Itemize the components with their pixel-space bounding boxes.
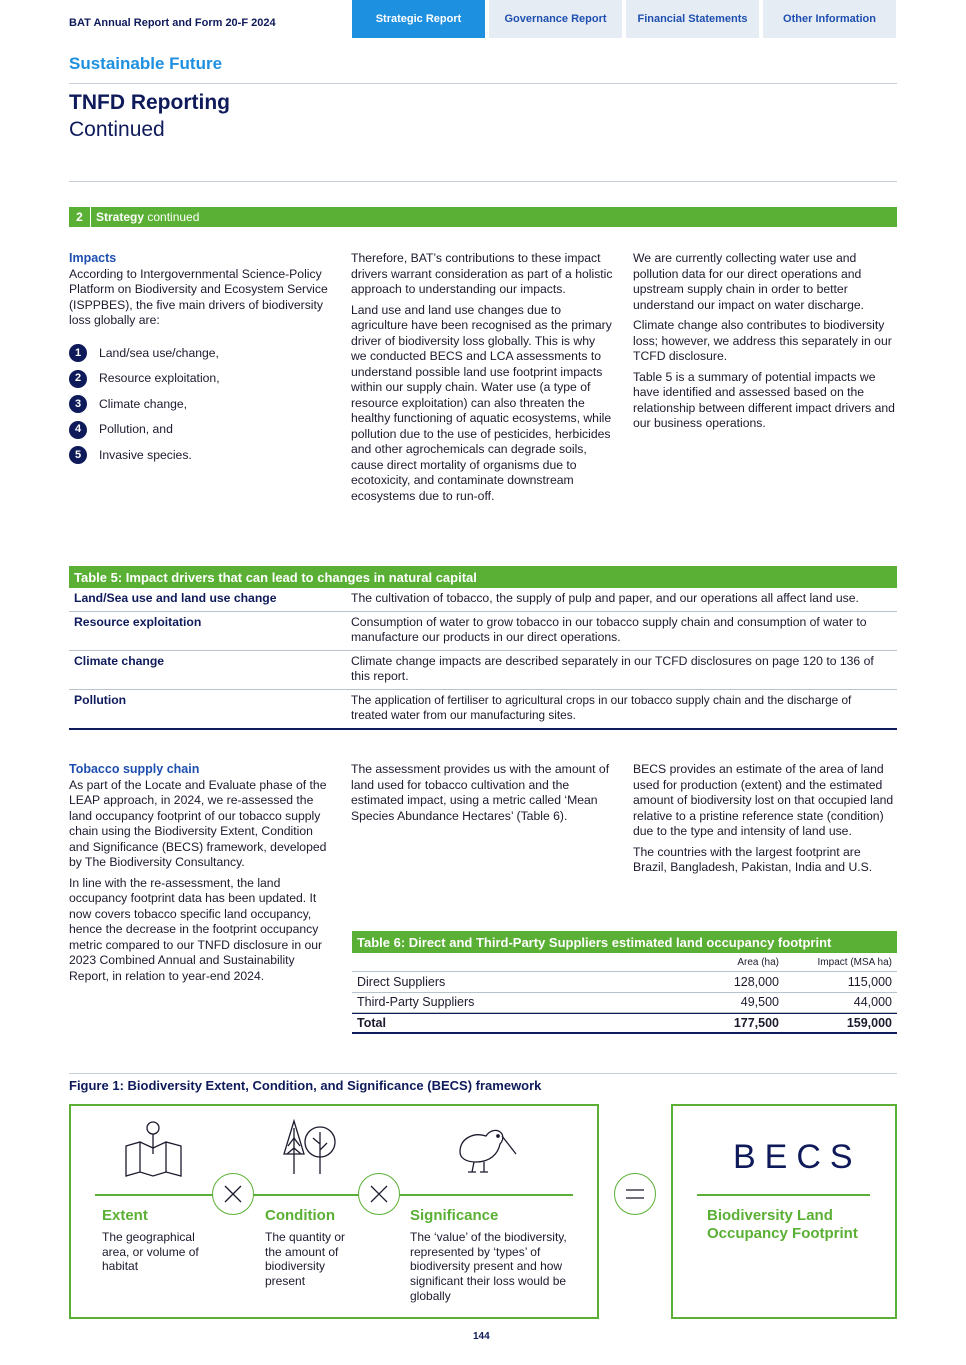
tab-strategic-report[interactable]: Strategic Report: [352, 0, 485, 38]
divider: [69, 83, 897, 84]
strategy-section-bar: [69, 207, 897, 227]
paragraph: Climate change also contributes to biodiversity loss; however, we address this separately in our TCFD disclosure.: [633, 318, 892, 363]
impacts-column-1: [69, 251, 337, 468]
number-badge: 5: [69, 446, 87, 464]
section-number: 2: [69, 207, 91, 227]
tobacco-column-1: [69, 762, 335, 989]
map-pin-icon: [124, 1120, 184, 1178]
figure-connector-line: [95, 1194, 573, 1196]
table-row: Climate change Climate change impacts are described separately in our TCFD disclosures on page 120 to 136 of this report.: [69, 651, 897, 690]
table-total-row: Total 177,500 159,000: [352, 1013, 897, 1034]
extent-heading: Extent: [102, 1207, 148, 1224]
tobacco-column-3: [633, 762, 897, 881]
table-row: Resource exploitation Consumption of water to grow tobacco in our tobacco supply chain and consumption of water to manufacture our products in our direct operations.: [69, 612, 897, 651]
number-badge: 4: [69, 421, 87, 439]
top-nav-tabs: [352, 0, 896, 38]
list-item: 3 Climate change,: [69, 392, 337, 418]
list-item: 4 Pollution, and: [69, 417, 337, 443]
paragraph: Land use and land use changes due to agriculture have been recognised as the primary driver of biodiversity loss globally. This is why we conducted BECS and LCA assessments to understand possible land use footprint impacts within our supply chain. Water use (a type of resource exploitation) can also threaten the healthy functioning of aquatic ecosystems, while pollution due to the use of pesticides, herbicides and other agrochemicals can degrade soils, cause direct mortality of organisms due to ecotoxicity, and contaminate downstream ecosystems due to run-off.: [351, 302, 612, 503]
table-6: [352, 931, 897, 1034]
condition-heading: Condition: [265, 1207, 335, 1224]
table-row: Direct Suppliers 128,000 115,000: [352, 972, 897, 993]
significance-heading: Significance: [410, 1207, 499, 1224]
impacts-column-3: [633, 251, 897, 437]
table-row: Pollution The application of fertiliser to agricultural crops in our tobacco supply chain and the discharge of treated water from our manufacturing sites.: [69, 690, 897, 730]
figure-title: Figure 1: Biodiversity Extent, Condition, and Significance (BECS) framework: [69, 1078, 542, 1093]
list-item: 1 Land/sea use/change,: [69, 341, 337, 367]
tab-other-information[interactable]: Other Information: [763, 0, 896, 38]
paragraph: We are currently collecting water use and pollution data for our direct operations and upstream supply chain in order to better understand our impact on water discharge.: [633, 251, 865, 312]
multiply-icon: [212, 1173, 254, 1215]
extent-text: The geographical area, or volume of habitat: [102, 1230, 199, 1274]
list-item: 5 Invasive species.: [69, 443, 337, 469]
tab-governance-report[interactable]: Governance Report: [489, 0, 622, 38]
paragraph: Therefore, BAT’s contributions to these impact drivers warrant consideration as part of a holistic approach to understanding our impacts.: [351, 251, 613, 296]
section-name: Sustainable Future: [69, 54, 223, 73]
impacts-heading: Impacts: [69, 251, 117, 265]
table-row: Land/Sea use and land use change The cultivation of tobacco, the supply of pulp and paper, and our operations all affect land use.: [69, 588, 897, 612]
condition-text: The quantity or the amount of biodiversity present: [265, 1230, 346, 1289]
multiply-icon: [358, 1173, 400, 1215]
tobacco-heading: Tobacco supply chain: [69, 762, 200, 776]
table-5: [69, 566, 897, 730]
trees-icon: [280, 1118, 340, 1176]
page-title: TNFD Reporting: [69, 91, 230, 114]
paragraph: BECS provides an estimate of the area of land used for production (extent) and the estimated amount of biodiversity lost on that occupied land relative to a pristine reference state (condition) due to the type and intensity of land use.: [633, 762, 894, 838]
becs-result-label: Biodiversity Land Occupancy Footprint: [707, 1207, 858, 1242]
paragraph: Table 5 is a summary of potential impacts we have identified and assessed based on the relationship between different impact drivers and our business operations.: [633, 369, 895, 430]
section-label: Strategy continued: [96, 210, 200, 224]
paragraph: The countries with the largest footprint are Brazil, Bangladesh, Pakistan, India and U.S.: [633, 844, 873, 874]
table-header-row: Area (ha) Impact (MSA ha): [352, 953, 897, 972]
tobacco-column-2: [351, 762, 617, 829]
tab-financial-statements[interactable]: Financial Statements: [626, 0, 759, 38]
page-subtitle: Continued: [69, 118, 165, 141]
impacts-intro: According to Intergovernmental Science-Policy Platform on Biodiversity and Ecosystem Service (ISPPBES), the five main drivers of biodiversity loss globally are:: [69, 266, 328, 327]
list-item: 2 Resource exploitation,: [69, 366, 337, 392]
equals-icon: [614, 1173, 656, 1215]
drivers-list: [69, 341, 337, 469]
divider: [69, 1073, 897, 1074]
becs-wordmark: BECS: [733, 1138, 862, 1176]
report-title: BAT Annual Report and Form 20-F 2024: [69, 17, 276, 29]
table-row: Third-Party Suppliers 49,500 44,000: [352, 993, 897, 1014]
impacts-column-2: [351, 251, 613, 509]
paragraph: In line with the re-assessment, the land occupancy footprint data has been updated. It now covers tobacco specific land occupancy, hence the decrease in the footprint occupancy metric compared to our TNFD disclosure in our 2023 Combined Annual and Sustainability Report, in relation to year-end 2024.: [69, 875, 323, 983]
number-badge: 1: [69, 344, 87, 362]
divider: [69, 181, 897, 182]
paragraph: As part of the Locate and Evaluate phase of the LEAP approach, in 2024, we re-assessed the land occupancy footprint of our tobacco supply chain using the Biodiversity Extent, Condition and Significance (BECS) framework, developed by The Biodiversity Consultancy.: [69, 777, 327, 869]
number-badge: 3: [69, 395, 87, 413]
significance-text: The ‘value’ of the biodiversity, represented by ‘types’ of biodiversity present and how significant their loss would be globally: [410, 1230, 567, 1303]
table-title: Table 5: Impact drivers that can lead to changes in natural capital: [69, 566, 897, 588]
number-badge: 2: [69, 370, 87, 388]
kiwi-bird-icon: [454, 1124, 518, 1174]
figure-connector-line: [697, 1194, 870, 1196]
paragraph: The assessment provides us with the amount of land used for tobacco cultivation and the estimated impact, using a metric called ‘Mean Species Abundance Hectares’ (Table 6).: [351, 762, 610, 823]
page-number: 144: [473, 1331, 490, 1342]
table-title: Table 6: Direct and Third-Party Suppliers estimated land occupancy footprint: [352, 931, 897, 953]
